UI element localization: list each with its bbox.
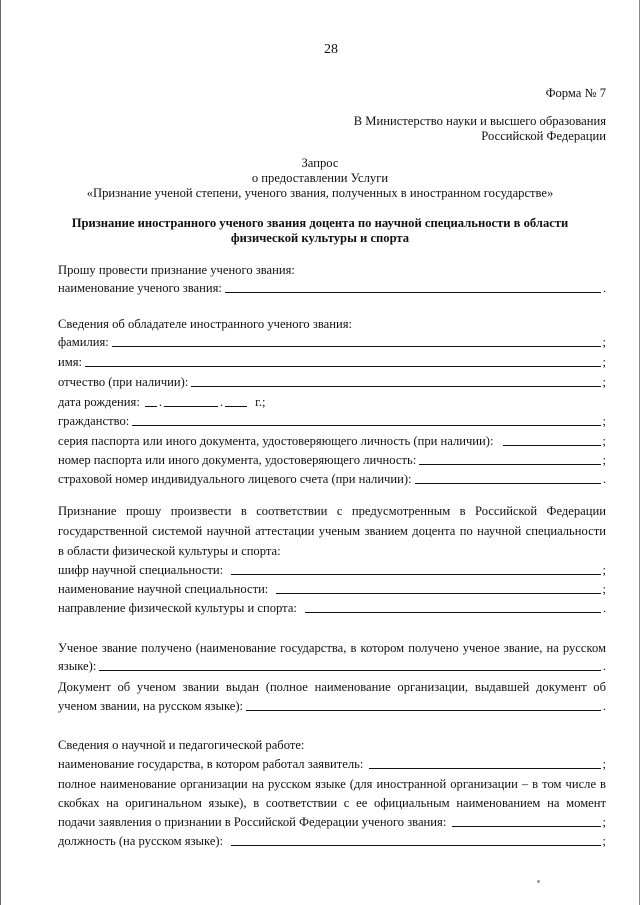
passport-series-label: серия паспорта или иного документа, удостоверяющего личность (при наличии):	[58, 434, 494, 448]
snils-field[interactable]	[58, 471, 606, 487]
sport-direction-line[interactable]	[305, 600, 601, 613]
academic-title-field[interactable]	[58, 280, 606, 296]
birth-year-line[interactable]	[225, 394, 247, 407]
recognition-paragraph-line-1: Признание прошу произвести в соответствии с предусмотренным в Российской Федерации	[58, 504, 606, 518]
specialty-code-label: шифр научной специальности:	[58, 563, 224, 577]
organization-line-1: полное наименование организации на русском языке (для иностранной организации – в том числе в	[58, 777, 606, 791]
sport-direction-end: .	[602, 601, 606, 615]
name-line[interactable]	[85, 354, 600, 367]
document-issuer-line[interactable]	[246, 698, 601, 711]
request-title: Запрос	[301, 156, 339, 170]
specialty-name-label: наименование научной специальности:	[58, 582, 269, 596]
patronymic-line[interactable]	[191, 374, 600, 387]
position-line[interactable]	[231, 833, 600, 846]
name-label: имя:	[58, 355, 83, 369]
patronymic-label: отчество (при наличии):	[58, 375, 189, 389]
title-country-label: языке):	[58, 659, 97, 673]
organization-line-2: скобках на оригинальном языке), в соответствии с ее официальным наименованием на момент	[58, 796, 606, 810]
patronymic-end: ;	[602, 375, 606, 389]
addressee-line-2: Российской Федерации	[481, 129, 606, 143]
specialty-code-field[interactable]	[58, 562, 606, 578]
passport-number-end: ;	[602, 453, 606, 467]
organization-end: ;	[602, 815, 606, 829]
citizenship-end: ;	[602, 414, 606, 428]
passport-series-line[interactable]	[503, 433, 600, 446]
page-border-left	[0, 0, 1, 905]
request-subtitle: о предоставлении Услуги	[251, 171, 389, 185]
birth-date-field[interactable]	[58, 394, 266, 410]
birth-date-label: дата рождения:	[58, 395, 140, 409]
patronymic-field[interactable]	[58, 374, 606, 390]
snils-line[interactable]	[415, 471, 601, 484]
sport-direction-field[interactable]	[58, 600, 606, 616]
position-label: должность (на русском языке):	[58, 834, 224, 848]
position-field[interactable]	[58, 833, 606, 849]
specialty-name-end: ;	[602, 582, 606, 596]
birth-month-line[interactable]	[164, 394, 218, 407]
position-end: ;	[602, 834, 606, 848]
passport-number-label: номер паспорта или иного документа, удостоверяющего личность:	[58, 453, 417, 467]
section1-intro: Прошу провести признание ученого звания:	[58, 263, 295, 277]
specialty-name-line[interactable]	[276, 581, 600, 594]
document-issuer-end: .	[602, 699, 606, 713]
page-number: 28	[324, 42, 338, 57]
surname-field[interactable]	[58, 334, 606, 350]
surname-end: ;	[602, 335, 606, 349]
section5-intro: Сведения о научной и педагогической работе:	[58, 738, 305, 752]
specialty-code-end: ;	[602, 563, 606, 577]
organization-line[interactable]	[452, 814, 600, 827]
citizenship-line[interactable]	[132, 413, 600, 426]
document-issued-line-1: Документ об ученом звании выдан (полное наименование организации, выдавшей документ об	[58, 680, 606, 694]
form-number: Форма № 7	[545, 86, 606, 100]
recognition-paragraph-line-2: государственной системой научной аттестации ученым званием доцента по научной специальности	[58, 524, 606, 538]
title-country-line[interactable]	[99, 658, 601, 671]
title-country-end: .	[602, 659, 606, 673]
birth-sep-2: .	[219, 395, 224, 409]
work-country-label: наименование государства, в котором работал заявитель:	[58, 757, 364, 771]
citizenship-field[interactable]	[58, 413, 606, 429]
recognition-paragraph-line-3: в области физической культуры и спорта:	[58, 544, 281, 558]
scan-speck	[537, 880, 540, 883]
organization-label: подачи заявления о признании в Российской Федерации ученого звания:	[58, 815, 447, 829]
citizenship-label: гражданство:	[58, 414, 130, 428]
organization-field[interactable]	[58, 814, 606, 830]
document-issuer-field[interactable]	[58, 698, 606, 714]
birth-day-line[interactable]	[145, 394, 157, 407]
specialty-name-field[interactable]	[58, 581, 606, 597]
snils-label: страховой номер индивидуального лицевого счета (при наличии):	[58, 472, 412, 486]
section2-intro: Сведения об обладателе иностранного ученого звания:	[58, 317, 352, 331]
addressee-line-1: В Министерство науки и высшего образования	[353, 114, 606, 128]
title-country-field[interactable]	[58, 658, 606, 674]
name-end: ;	[602, 355, 606, 369]
work-country-line[interactable]	[369, 756, 600, 769]
passport-series-end: ;	[602, 434, 606, 448]
passport-series-field[interactable]	[58, 433, 606, 449]
birth-sep-1: .	[158, 395, 162, 409]
sport-direction-label: направление физической культуры и спорта:	[58, 601, 297, 615]
work-country-end: ;	[602, 757, 606, 771]
passport-number-field[interactable]	[58, 452, 606, 468]
name-field[interactable]	[58, 354, 606, 370]
academic-title-line[interactable]	[225, 280, 601, 293]
birth-year-suffix: г.;	[255, 395, 266, 409]
heading-line-1: Признание иностранного ученого звания доцента по научной специальности в области	[71, 216, 569, 230]
title-received-line-1: Ученое звание получено (наименование государства, в котором получено ученое звание, на русском	[58, 641, 606, 655]
surname-line[interactable]	[112, 334, 601, 347]
heading-line-2: физической культуры и спорта	[230, 231, 410, 245]
surname-label: фамилия:	[58, 335, 109, 349]
snils-end: .	[602, 472, 606, 486]
specialty-code-line[interactable]	[231, 562, 600, 575]
academic-title-end: .	[602, 281, 606, 295]
academic-title-label: наименование ученого звания:	[58, 281, 222, 295]
service-name: «Признание ученой степени, ученого звания, полученных в иностранном государстве»	[86, 186, 554, 200]
document-issuer-label: ученом звании, на русском языке):	[58, 699, 244, 713]
passport-number-line[interactable]	[419, 452, 600, 465]
work-country-field[interactable]	[58, 756, 606, 772]
